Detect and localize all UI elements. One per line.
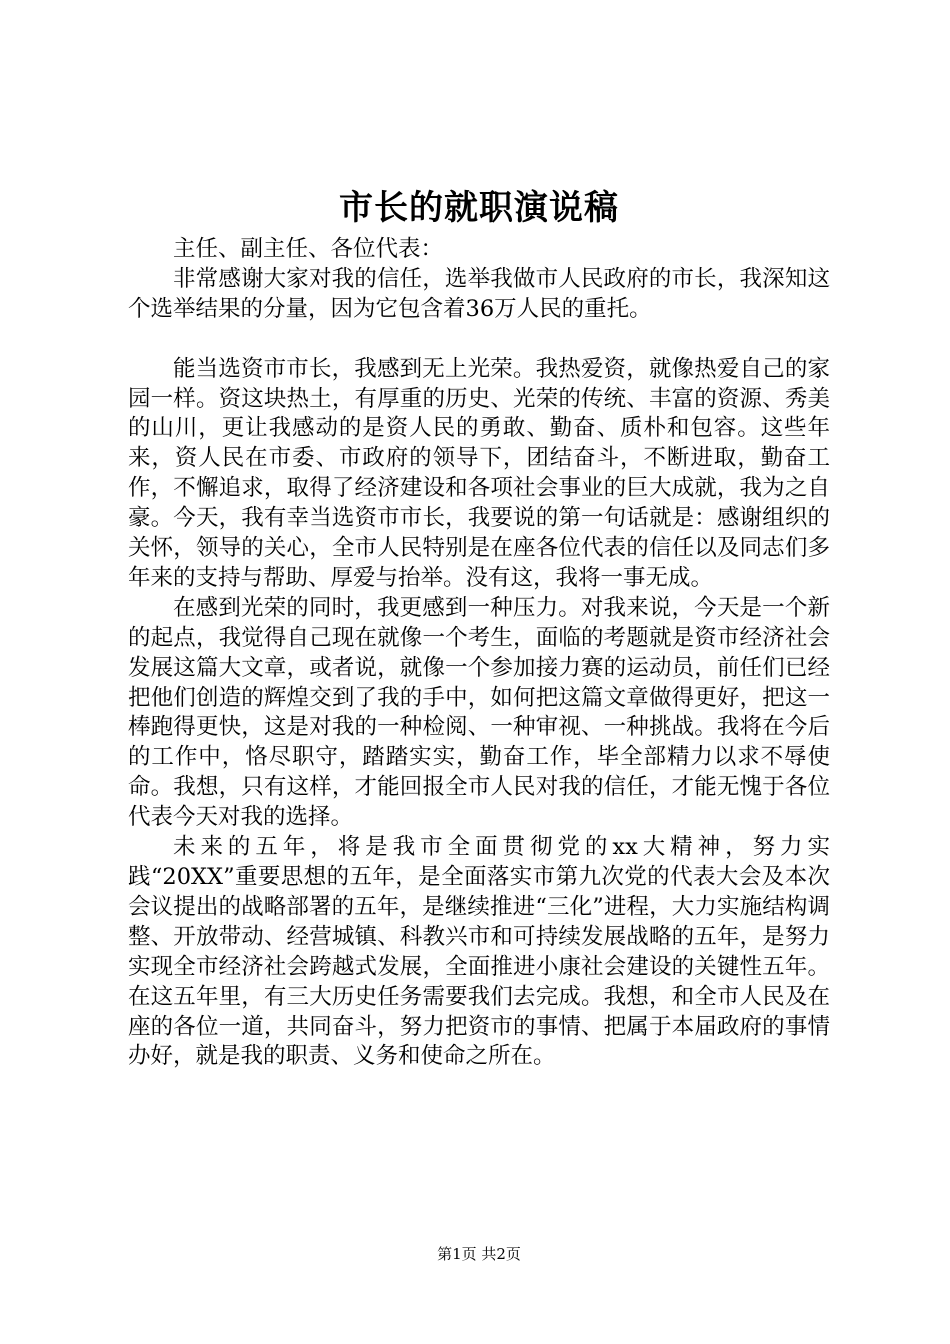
document-body xyxy=(128,235,830,1072)
page-footer: 第1页 共2页 xyxy=(437,1245,521,1263)
paragraph-1: 非常感谢大家对我的信任，选举我做市人民政府的市长，我深知这个选举结果的分量，因为它包含着36万人民的重托。 xyxy=(128,265,830,322)
document-title: 市长的就职演说稿 xyxy=(339,188,619,228)
paragraph-2: 能当选资市市长，我感到无上光荣。我热爱资，就像热爱自己的家园一样。资这块热土，有厚重的历史、光荣的传统、丰富的资源、秀美的山川，更让我感动的是资人民的勇敢、勤奋、质朴和包容。这些年来，资人民在市委、市政府的领导下，团结奋斗，不断进取，勤奋工作，不懈追求，取得了经济建设和各项社会事业的巨大成就，我为之自豪。今天，我有幸当选资市市长，我要说的第一句话就是：感谢组织的关怀，领导的关心，全市人民特别是在座各位代表的信任以及同志们多年来的支持与帮助、厚爱与抬举。没有这，我将一事无成。 xyxy=(128,355,830,591)
paragraph-3: 在感到光荣的同时，我更感到一种压力。对我来说，今天是一个新的起点，我觉得自己现在就像一个考生，面临的考题就是资市经济社会发展这篇大文章，或者说，就像一个参加接力赛的运动员，前任们已经把他们创造的辉煌交到了我的手中，如何把这篇文章做得更好，把这一棒跑得更快，这是对我的一种检阅、一种审视、一种挑战。我将在今后的工作中，恪尽职守，踏踏实实，勤奋工作，毕全部精力以求不辱使命。我想，只有这样，才能回报全市人民对我的信任，才能无愧于各位代表今天对我的选择。 xyxy=(128,594,830,831)
paragraph-4: 未来的五年，将是我市全面贯彻党的xx大精神，努力实践“20XX”重要思想的五年，是全面落实市第九次党的代表大会及本次会议提出的战略部署的五年，是继续推进“三化”进程，大力实施结构调整、开放带动、经营城镇、科教兴市和可持续发展战略的五年，是努力实现全市经济社会跨越式发展，全面推进小康社会建设的关键性五年。在这五年里，有三大历史任务需要我们去完成。我想，和全市人民及在座的各位一道，共同奋斗，努力把资市的事情、把属于本届政府的事情办好，就是我的职责、义务和使命之所在。 xyxy=(128,834,830,1070)
document-page xyxy=(128,0,830,1344)
blank-line xyxy=(128,325,830,355)
salutation: 主任、副主任、各位代表： xyxy=(173,236,444,262)
